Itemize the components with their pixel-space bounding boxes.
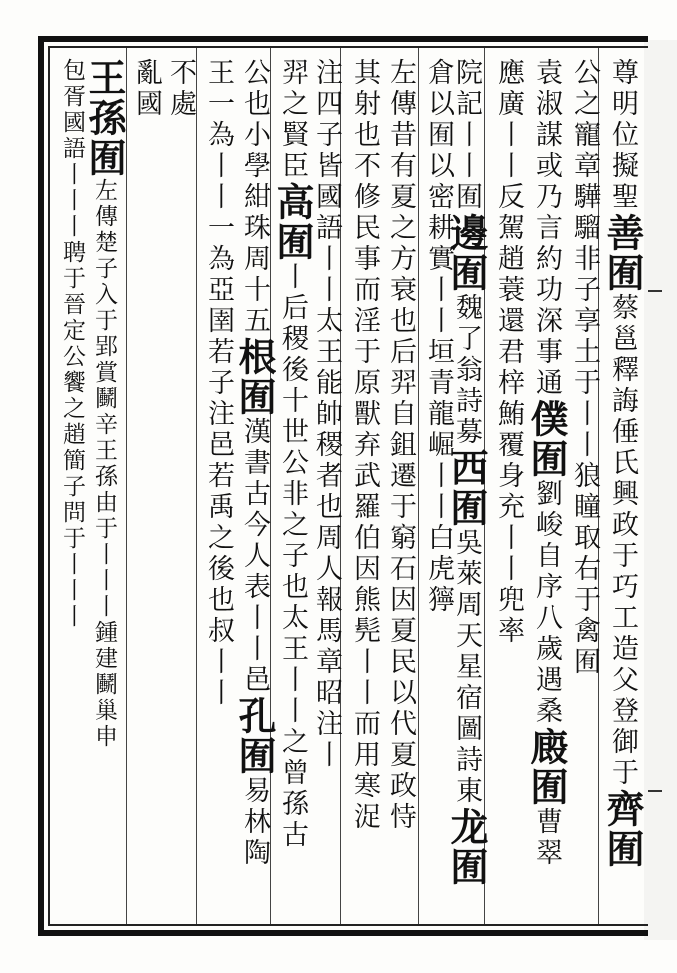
- heading-term: 僕囿: [524, 399, 569, 479]
- text-column: [54, 58, 90, 918]
- text-run: 曹翠: [531, 807, 562, 869]
- text-run: 不處: [165, 58, 196, 120]
- frame-inner-bottom: [48, 924, 648, 926]
- text-column: [346, 58, 382, 918]
- text-run: 國語丨丨太王能帥稷者也周人報馬章昭注丨: [311, 182, 342, 771]
- text-run: 王一為丨丨一為亞圉: [203, 58, 234, 337]
- text-run: 蔡邕釋誨倕氏興政于巧工造父登御于: [607, 293, 638, 789]
- text-run: 易林陶: [239, 776, 270, 869]
- text-run: 驊騮非子享土于丨丨狼瞳取右于禽囿: [569, 182, 600, 678]
- text-run: 魏了翁詩募: [451, 293, 482, 448]
- text-run: 其射也不修民事而淫于原獸弃武羅伯因熊髡丨丨而用寒浞: [349, 58, 380, 833]
- edge-mark: [648, 790, 662, 792]
- text-run: 注四子皆: [311, 58, 342, 182]
- text-run: 羿之賢臣: [277, 58, 308, 182]
- column-rule: [418, 48, 419, 924]
- heading-term: 高囿: [270, 182, 315, 262]
- text-run: 公也小學紺珠周十五: [239, 58, 270, 337]
- text-column: [600, 58, 645, 918]
- page-edge: [644, 40, 677, 940]
- text-run: 叔丨丨: [203, 616, 234, 709]
- heading-term: 根囿: [232, 337, 277, 417]
- heading-term: 邊囿: [444, 213, 489, 293]
- text-run: 尊明位擬聖: [607, 58, 638, 213]
- text-run: 院記丨丨囿: [451, 58, 482, 213]
- text-run: 應廣丨丨反駕趙蓑還君: [493, 58, 524, 368]
- heading-term: 西囿: [444, 448, 489, 528]
- text-column: [382, 58, 418, 918]
- text-run: 丨后稷後十世公非之子也太王丨丨之曾孫古: [277, 262, 308, 851]
- heading-term: 王孫囿: [82, 58, 127, 178]
- text-column: [270, 58, 315, 918]
- text-run: 倉以囿以密: [423, 58, 454, 213]
- heading-term: 龙囿: [444, 807, 489, 887]
- text-run: 公之寵章: [569, 58, 600, 182]
- text-run: 袁淑謀或乃言約功深事通: [531, 58, 562, 399]
- text-column: [420, 58, 456, 918]
- text-run: 兜率: [493, 585, 524, 647]
- text-run: 左傳昔有夏之方衰也后羿自鉏遷于窮石因夏民以代夏政恃: [385, 58, 416, 833]
- text-run: 梓鮪覆身充丨丨: [493, 368, 524, 585]
- text-run: 若子注邑若禹之後也: [203, 337, 234, 616]
- text-column: [566, 58, 602, 918]
- frame-inner-line: [48, 46, 50, 926]
- text-run: 吳萊周天星宿圖詩東: [451, 528, 482, 807]
- text-run: 垣青龍崛丨丨白虎獰: [423, 337, 454, 616]
- heading-term: 善囿: [600, 213, 645, 293]
- text-run: 漢書古今人表丨丨邑: [239, 417, 270, 696]
- text-run: 亂國: [131, 58, 162, 120]
- edge-mark: [648, 290, 662, 292]
- text-run: 包胥國語丨丨丨聘于晉定公饗之趙簡子問于丨丨丨: [59, 58, 85, 630]
- text-column: [232, 58, 277, 918]
- frame-inner-top: [48, 46, 648, 48]
- column-rule: [126, 48, 127, 924]
- text-column: [162, 58, 198, 918]
- text-run: 劉峻自序八歲遇桑: [531, 479, 562, 727]
- text-column: [82, 58, 127, 918]
- text-run: 耕實丨丨: [423, 213, 454, 337]
- text-column: [200, 58, 236, 918]
- text-column: [128, 58, 164, 918]
- text-column: [524, 58, 569, 918]
- heading-term: 齊囿: [600, 789, 645, 869]
- text-run: 左傳楚子入于郢賞鬭辛王孫由于丨丨丨鍾建鬭巢申: [91, 178, 117, 750]
- heading-term: 孔囿: [232, 696, 277, 776]
- heading-term: 廄囿: [524, 727, 569, 807]
- text-column: [490, 58, 526, 918]
